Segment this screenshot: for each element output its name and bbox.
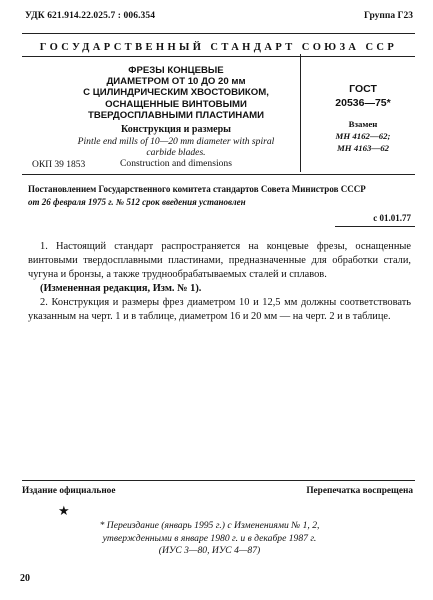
date-rule (335, 226, 415, 227)
replaces-item-2: МН 4163—62 (336, 143, 390, 153)
gost-label: ГОСТ (349, 83, 377, 95)
column-divider (300, 54, 301, 172)
subtitle: Конструкция и размеры (121, 124, 231, 136)
reissue-line-3: (ИУС 3—80, ИУС 4—87) (158, 545, 261, 556)
title-line-2: ДИАМЕТРОМ ОТ 10 ДО 20 мм (106, 76, 246, 88)
resolution-text (28, 183, 411, 209)
official-edition: Издание официальное (22, 486, 116, 496)
star-icon: ★ (58, 503, 70, 518)
title-line-5: ТВЕРДОСПЛАВНЫМИ ПЛАСТИНАМИ (87, 109, 265, 121)
top-rule (22, 33, 415, 34)
title-line-4: ОСНАЩЕННЫЕ ВИНТОВЫМИ (105, 98, 247, 110)
document-title-block (60, 65, 292, 169)
reissue-line-1: * Переиздание (январь 1995 г.) с Изменениями № 1, 2, (99, 520, 320, 531)
title-line-1: ФРЕЗЫ КОНЦЕВЫЕ (128, 65, 224, 76)
page-number: 20 (20, 573, 30, 584)
title-line-3: С ЦИЛИНДРИЧЕСКИМ ХВОСТОВИКОМ, (83, 87, 269, 99)
title-rule (22, 56, 415, 57)
resolution-line-2: от 26 февраля 1975 г. № 512 срок введения установлен (28, 197, 246, 207)
okp-code: ОКП 39 1853 (32, 160, 86, 170)
replaces-label: Взамен (348, 119, 378, 129)
standard-title: ГОСУДАРСТВЕННЫЙ СТАНДАРТ СОЮЗА ССР (39, 42, 398, 53)
gost-number: 20536—75* (335, 97, 391, 109)
header-bottom-rule (22, 174, 415, 175)
resolution-line-1: Постановлением Государственного комитета стандартов Совета Министров СССР (28, 184, 366, 194)
paragraph-1: 1. Настоящий стандарт распространяется на концевые фрезы, оснащенные винтовыми твердосплавными пластинами, предназначенные для обработки стали, чугуна и бронзы, а также труднообрабатываемых сталей и сплавов. (28, 241, 411, 280)
replaces-block (318, 118, 408, 154)
udk-code: УДК 621.914.22.025.7 : 006.354 (25, 11, 156, 21)
reprint-notice: Перепечатка воспрещена (306, 486, 413, 496)
english-title-3: Construction and dimensions (120, 158, 232, 170)
reissue-line-2: утвержденными в январе 1980 г. и в декабре 1987 г. (102, 532, 317, 544)
english-title-1: Pintle end mills of 10—20 mm diameter with spiral (77, 136, 275, 148)
footer-rule (22, 480, 415, 481)
gost-block (318, 82, 408, 110)
english-title-2: carbide blades. (146, 147, 206, 159)
body-text (28, 240, 411, 324)
group-code: Группа Г23 (364, 11, 413, 21)
replaces-item-1: МН 4162—62; (335, 131, 391, 141)
paragraph-1-note: (Измененная редакция, Изм. № 1). (40, 283, 202, 294)
paragraph-2: 2. Конструкция и размеры фрез диаметром 10 и 12,5 мм должны соответствовать указанным на черт. 1 и в таблице, диаметром 16 и 20 мм — на черт. 2 и в таблице. (28, 297, 411, 322)
effective-date: с 01.01.77 (373, 213, 411, 223)
reissue-note (72, 520, 347, 558)
